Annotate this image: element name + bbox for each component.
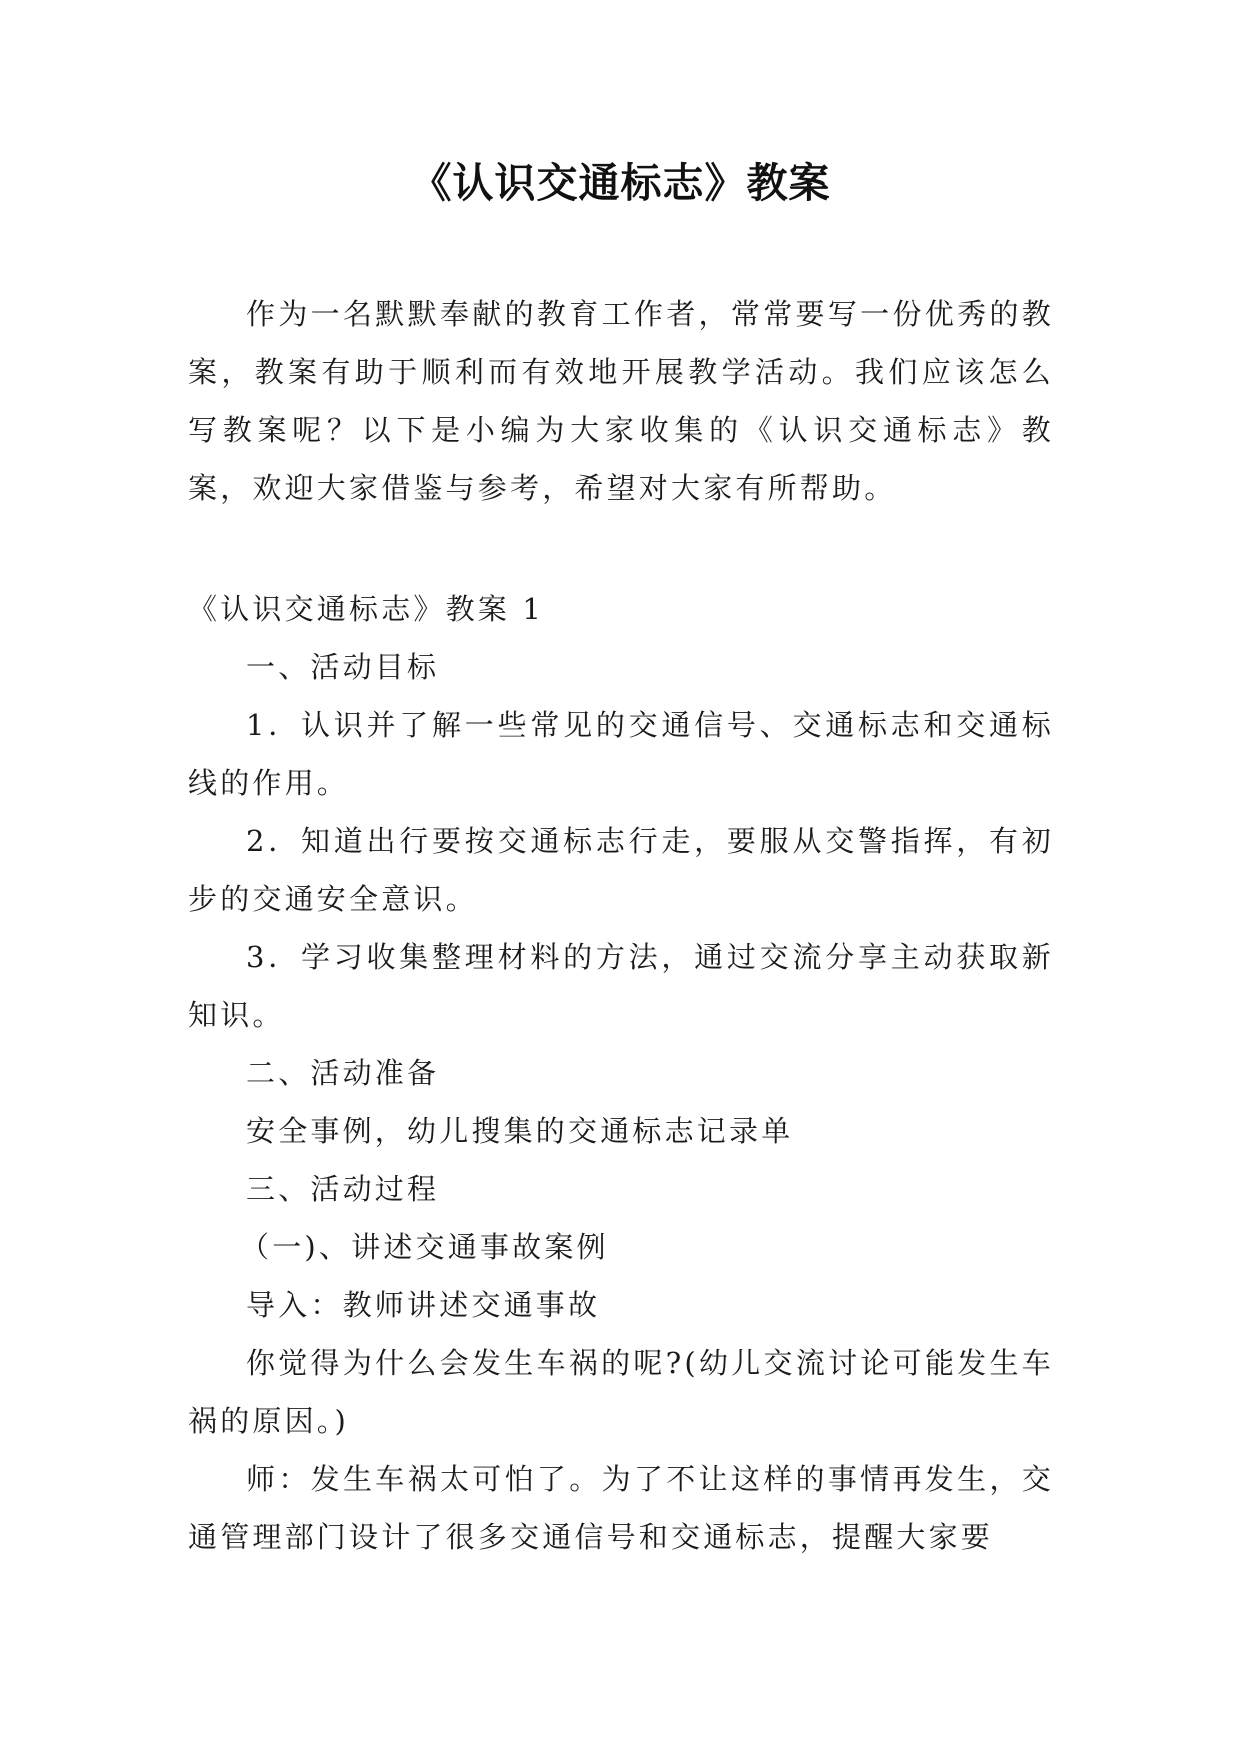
goal-item-2: 2．知道出行要按交通标志行走，要服从交警指挥，有初步的交通安全意识。 [188,824,1054,916]
goal-item-1: 1．认识并了解一些常见的交通信号、交通标志和交通标线的作用。 [188,708,1054,800]
heading-activity-goals: 一、活动目标 [246,650,440,684]
process-step-1-heading: （一)、讲述交通事故案例 [240,1230,609,1264]
heading-activity-preparation: 二、活动准备 [246,1056,440,1090]
document-title: 《认识交通标志》教案 [410,159,831,207]
process-question-text: 你觉得为什么会发生车祸的呢?(幼儿交流讨论可能发生车祸的原因。) [188,1346,1054,1438]
intro-paragraph: 作为一名默默奉献的教育工作者，常常要写一份优秀的教案，教案有助于顺利而有效地开展教学活动。我们应该怎么写教案呢？以下是小编为大家收集的《认识交通标志》教案，欢迎大家借鉴与参考，希望对大家有所帮助。 [188,297,1054,505]
teacher-remark-text: 师：发生车祸太可怕了。为了不让这样的事情再发生，交通管理部门设计了很多交通信号和交通标志，提醒大家要 [188,1462,1054,1554]
section-heading: 《认识交通标志》教案 1 [188,592,545,626]
heading-activity-process: 三、活动过程 [246,1172,440,1206]
intro-block [188,285,1054,517]
process-intro-text: 导入：教师讲述交通事故 [246,1288,601,1322]
preparation-text: 安全事例，幼儿搜集的交通标志记录单 [246,1114,794,1148]
goal-item-3: 3．学习收集整理材料的方法，通过交流分享主动获取新知识。 [188,940,1054,1032]
lesson-plan-section [188,580,1054,1566]
